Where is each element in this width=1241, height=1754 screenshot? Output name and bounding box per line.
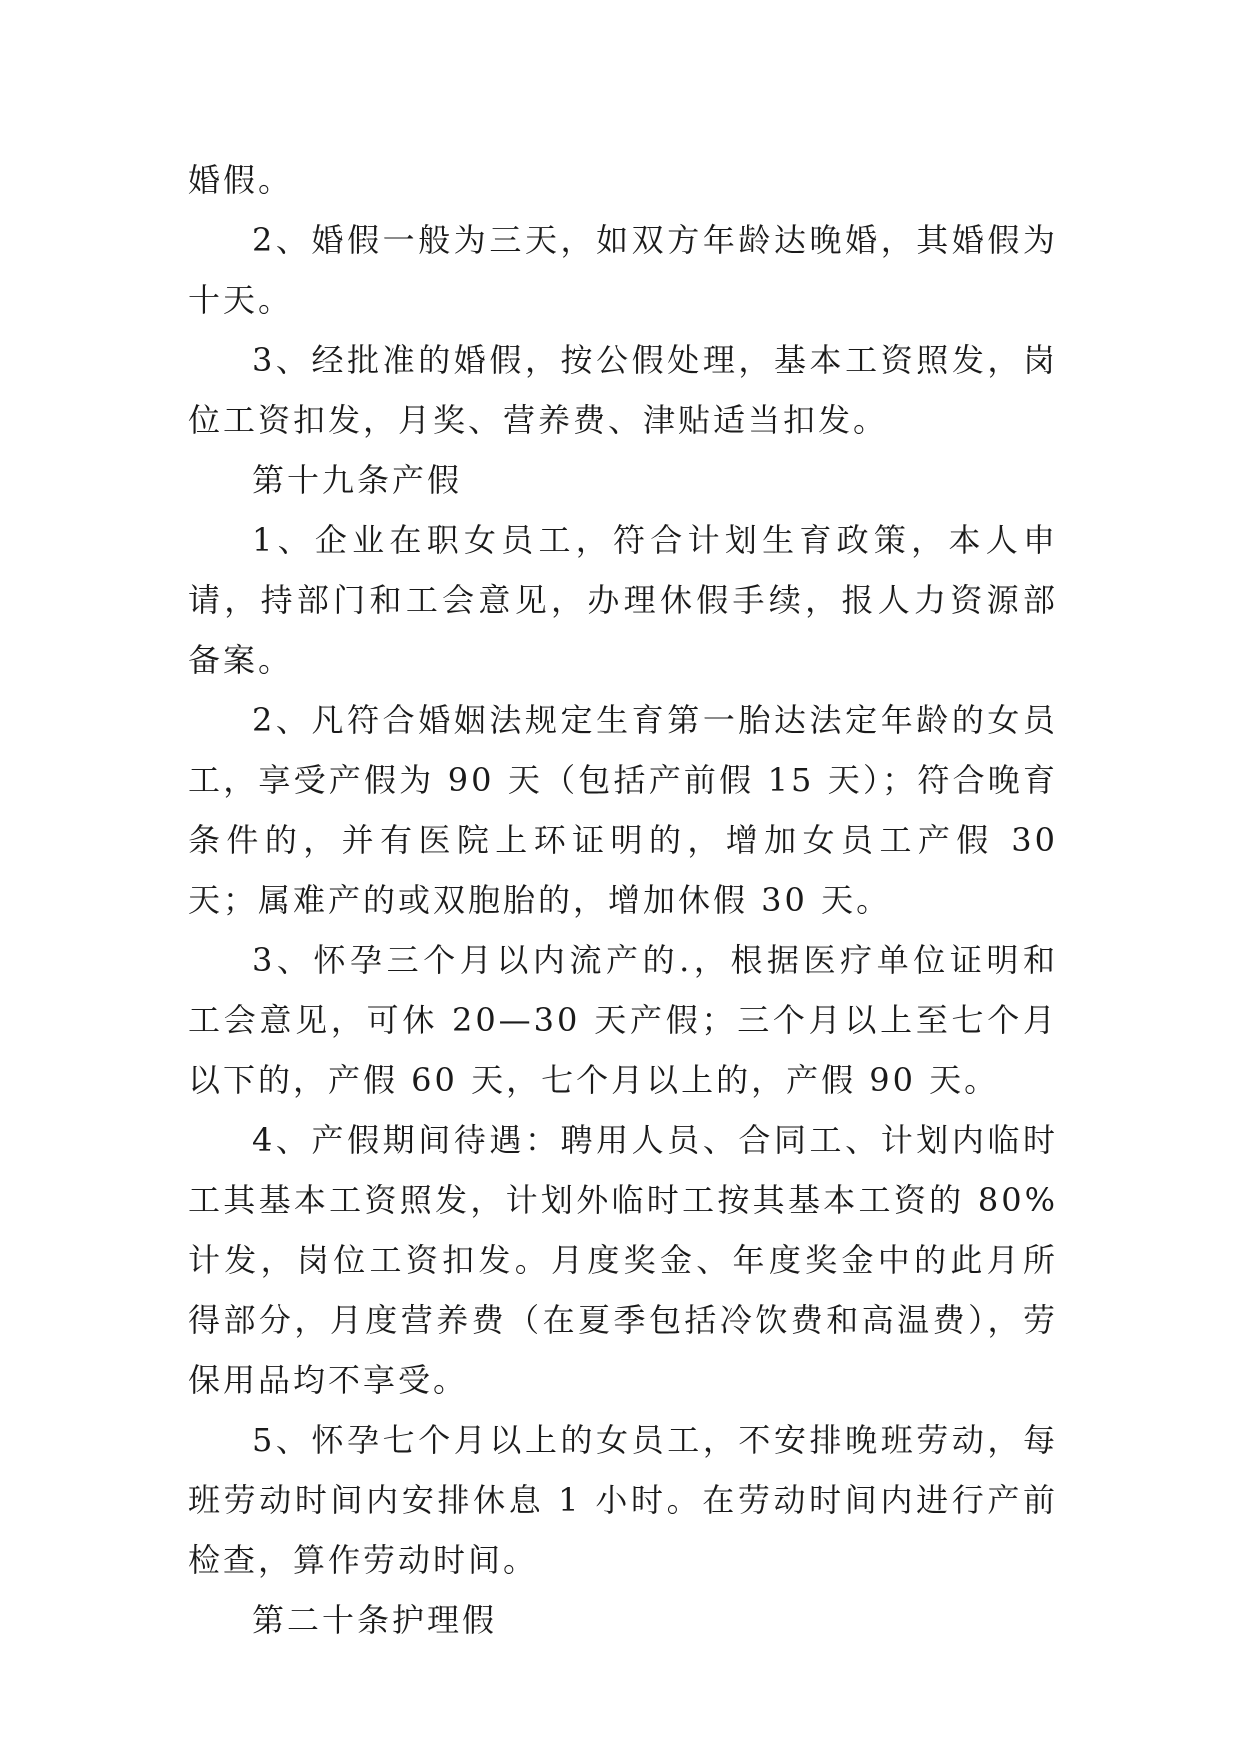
paragraph-item-2-marriage-leave-length: 2、婚假一般为三天，如双方年龄达晚婚，其婚假为十天。 (188, 221, 1058, 319)
paragraph-item-2-maternity-duration: 2、凡符合婚姻法规定生育第一胎达法定年龄的女员工，享受产假为 90 天（包括产前假 15 天）；符合晚育条件的，并有医院上环证明的，增加女员工产假 30 天；属难产的或双胞胎的，增加休假 30 天。 (188, 701, 1058, 919)
article-heading-19: 第十九条产假 (252, 461, 463, 499)
paragraph-item-4-maternity-pay: 4、产假期间待遇：聘用人员、合同工、计划内临时工其基本工资照发，计划外临时工按其基本工资的 80%计发，岗位工资扣发。月度奖金、年度奖金中的此月所得部分，月度营养费（在夏季包括冷饮费和高温费），劳保用品均不享受。 (188, 1121, 1058, 1399)
article-heading-20: 第二十条护理假 (252, 1601, 498, 1639)
paragraph-item-3-miscarriage-leave: 3、怀孕三个月以内流产的.，根据医疗单位证明和工会意见，可休 20—30 天产假；三个月以上至七个月以下的，产假 60 天，七个月以上的，产假 90 天。 (188, 941, 1058, 1099)
document-body (188, 150, 1058, 1650)
paragraph-item-5-late-pregnancy: 5、怀孕七个月以上的女员工，不安排晚班劳动，每班劳动时间内安排休息 1 小时。在劳动时间内进行产前检查，算作劳动时间。 (188, 1421, 1058, 1579)
paragraph-item-1-maternity-application: 1、企业在职女员工，符合计划生育政策，本人申请，持部门和工会意见，办理休假手续，报人力资源部备案。 (188, 521, 1058, 679)
paragraph-continuation: 婚假。 (188, 161, 294, 199)
paragraph-item-3-marriage-leave-pay: 3、经批准的婚假，按公假处理，基本工资照发，岗位工资扣发，月奖、营养费、津贴适当扣发。 (188, 341, 1058, 439)
